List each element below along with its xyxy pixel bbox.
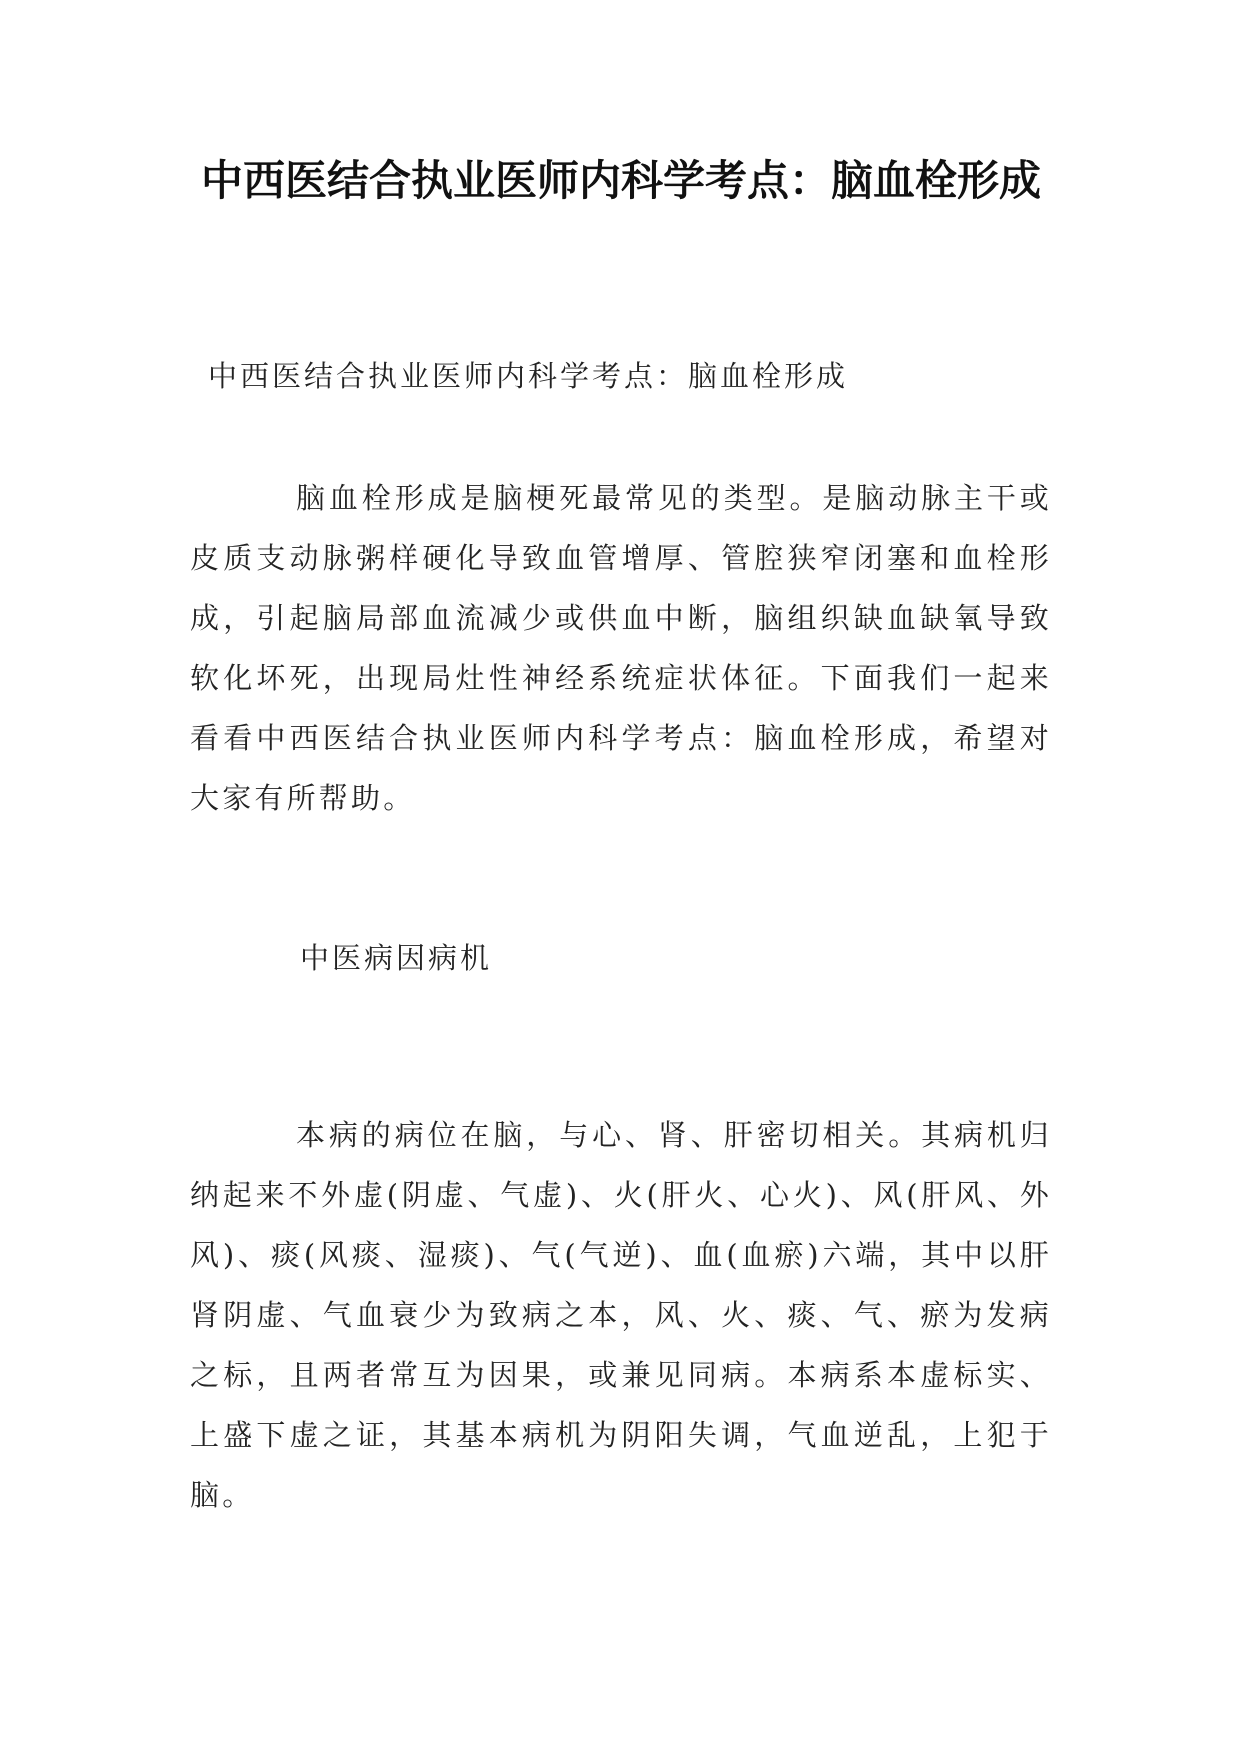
section-paragraph: 本病的病位在脑，与心、肾、肝密切相关。其病机归纳起来不外虚(阴虚、气虚)、火(肝火、心火)、风(肝风、外风)、痰(风痰、湿痰)、气(气逆)、血(血瘀)六端，其中以肝肾阴虚、气血衰少为致病之本，风、火、痰、气、瘀为发病之标，且两者常互为因果，或兼见同病。本病系本虚标实、上盛下虚之证，其基本病机为阴阳失调，气血逆乱，上犯于脑。	[190, 1118, 1052, 1512]
document-subtitle: 中西医结合执业医师内科学考点：脑血栓形成	[208, 359, 849, 393]
intro-paragraph: 脑血栓形成是脑梗死最常见的类型。是脑动脉主干或皮质支动脉粥样硬化导致血管增厚、管腔狭窄闭塞和血栓形成，引起脑局部血流减少或供血中断，脑组织缺血缺氧导致软化坏死，出现局灶性神经系统症状体征。下面我们一起来看看中西医结合执业医师内科学考点：脑血栓形成，希望对大家有所帮助。	[190, 481, 1052, 815]
section-heading: 中医病因病机	[300, 941, 493, 975]
document-title: 中西医结合执业医师内科学考点：脑血栓形成	[200, 156, 1041, 205]
